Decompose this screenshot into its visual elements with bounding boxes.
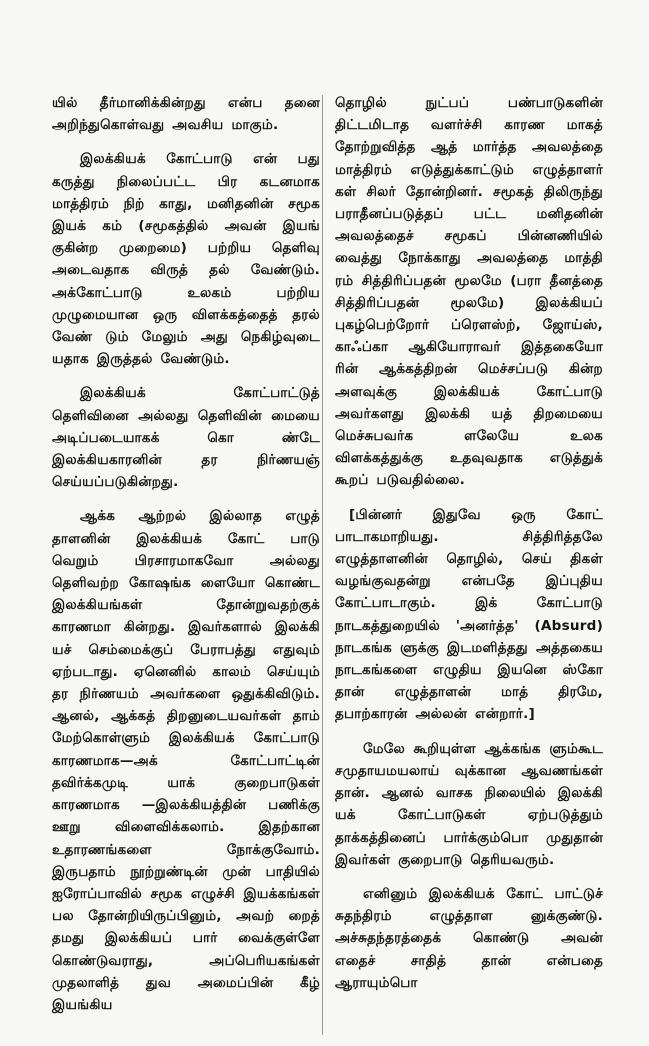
paragraph: எனினும் இலக்கியக் கோட் பாட்டுச் சுதந்திரம் எழுத்தாள னுக்குண்டு. அச்சுதந்தரத்தைக் கொண்டு அவன் எதைச் சாதித் தான் என்பதை ஆராயும்பொ: [335, 885, 603, 991]
paragraph: ஆக்க ஆற்றல் இல்லாத எழுத் தாளனின் இலக்கியக் கோட் பாடு வெறும் பிரசாரமாகவோ அல்லது தெளிவற்ற கோஷங்க ளையோ கொண்ட இலக்கியங்கள் தோன்றுவதற்குக் காரணமா கின்றது. இவர்களால் இலக்கி யச் செம்மைக்குப் பேராபத்து எதுவும் ஏற்படாது. ஏனெனில் காலம் செய்யும் தர நிர்ணயம் அவர்களை ஒதுக்கிவிடும். ஆனல், ஆக்கத் திறனுடையவர்கள் தாம் மேற்கொள்ளும் இலக்கியக் கோட்பாடு காரணமாக—அக் கோட்பாட்டின் தவிர்க்கமுடி யாக் குறைபாடுகள் காரணமாக —இலக்கியத்தின் பணிக்கு ஊறு விளைவிக்கலாம். இதற்கான உதாரணங்களை நோக்குவோம். இருபதாம் நூற்றுண்டின் முன் பாதியில் ஐரோப்பாவில் சமூக எழுச்சி இயக்கங்கள் பல தோன்றியிருப்பினும், அவற் றைத் தமது இலக்கியப் பார் வைக்குள்ளே கொண்டுவராது, அப்பெரியகங்கள் முதலாளித் துவ அமைப்பின் கீழ் இயங்கிய: [52, 508, 320, 1013]
bracketed-paragraph: [பின்னர் இதுவே ஒரு கோட் பாடாகமாறியது. சித்திரித்தலே எழுத்தாளனின் தொழில், செய் திகள் வழங்குவதன்று என்பதே இப்புதிய கோட்பாடாகும். இக் கோட்பாடு நாடகத்துறையில் 'அனர்த்த' (Absurd) நாடகங்க ளுக்கு இடமளித்தது அத்தகைய நாடகங்களை எழுதிய இயனெ ஸ்கோ தான் எழுத்தாளன் மாத் திரமே, தபாற்காரன் அல்லன் என்றார்.]: [335, 506, 603, 723]
left-column: [52, 92, 320, 1028]
column-divider: [322, 95, 323, 1035]
paragraph: மேலே கூறியுள்ள ஆக்கங்க ளும்கூட சமுதாயமயலாய் வுக்கான ஆவணங்கள் தான். ஆனல் வாசக நிலையில் இலக்கி யக் கோட்பாடுகள் ஏற்படுத்தும் தாக்கத்தினைப் பார்க்கும்பொ முதுதான் இவர்கள் குறைபாடு தெரியவரும்.: [335, 740, 603, 868]
right-column: [335, 92, 603, 1006]
paragraph: இலக்கியக் கோட்பாடு என் பது கருத்து நிலைப்பட்ட பிர கடனமாக மாத்திரம் நிற் காது, மனிதனின் சமூக இயக் கம் (சமூகத்தில் அவன் இயங் குகின்ற முறைமை) பற்றிய தெளிவு அடைவதாக விருத் தல் வேண்டும். அக்கோட்பாடு உலகம் பற்றிய முழுமையான ஒரு விளக்கத்தைத் தரல் வேண் டும் மேலும் அது நெகிழ்வுடை யதாக இருத்தல் வேண்டும்.: [52, 151, 320, 368]
paragraph: தொழில் நுட்பப் பண்பாடுகளின் திட்டமிடாத வளர்ச்சி காரண மாகத் தோற்றுவித்த ஆத் மார்த்த அவலத்தை மாத்திரம் எடுத்துக்காட்டும் எழுத்தாளர் கள் சிலர் தோன்றினர். சமூகத் திலிருந்து பராதீனப்படுத்தப் பட்ட மனிதனின் அவலத்தைச் சமூகப் பின்னணியில் வைத்து நோக்காது அவலத்தை மாத்தி ரம் சித்திரிப்பதன் மூலமே (பரா தீனத்தை சித்திரிப்பதன் மூலமே) இலக்கியப் புகழ்பெற்றோர் ப்ரௌஸ்ற், ஜோய்ஸ், காஃப்கா ஆகியோராவர் இத்தகையோ ரின் ஆக்கத்திறன் மெச்சப்படு கின்ற அளவுக்கு இலக்கியக் கோட்பாடு அவர்களது இலக்கி யத் திறமையை மெச்சுபவர்க ளலேயே உலக விளக்கத்துக்கு உதவுவதாக எடுத்துக் கூறப் படுவதில்லை.: [335, 95, 603, 489]
paragraph: யில் தீர்மானிக்கின்றது என்ப தனை அறிந்துகொள்வது அவசிய மாகும்.: [52, 95, 320, 134]
paragraph: இலக்கியக் கோட்பாட்டுத் தெளிவினை அல்லது தெளிவின் மையை அடிப்படையாகக் கொ ண்டே இலக்கியகாரனின் தர நிர்ணயஞ் செய்யப்படுகின்றது.: [52, 385, 320, 491]
